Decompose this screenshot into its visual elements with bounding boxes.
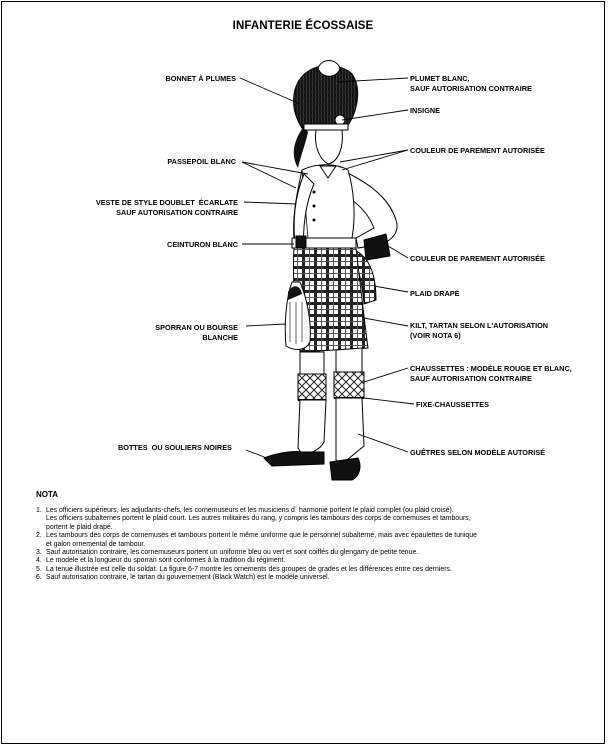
nota-list bbox=[36, 507, 576, 583]
right-spat bbox=[336, 398, 364, 464]
nota-item bbox=[36, 566, 576, 574]
nota-text: Sauf autorisation contraire, les cornemuseurs portent un uniforme bleu ou vert et sont coiffés du glengarry de petite tenue. bbox=[46, 549, 419, 557]
label-white-plume: PLUMET BLANC, SAUF AUTORISATION CONTRAIRE bbox=[410, 74, 532, 93]
nota-heading: NOTA bbox=[36, 490, 59, 499]
label-garter: FIXE-CHAUSSETTES bbox=[416, 400, 489, 409]
nota-num: 5. bbox=[36, 565, 42, 573]
nota-num: 4. bbox=[36, 557, 42, 565]
label-hose: CHAUSSETTES : MODÈLE ROUGE ET BLANC, SAUF AUTORISATION CONTRAIRE bbox=[410, 364, 572, 383]
page-title: INFANTERIE ÉCOSSAISE bbox=[232, 20, 374, 32]
nota-text: Le modèle et la longueur du sporran sont conformes à la tradition du régiment. bbox=[46, 557, 286, 565]
head bbox=[316, 130, 343, 164]
left-hose-top bbox=[298, 374, 326, 400]
nota-item bbox=[36, 574, 576, 582]
nota-item bbox=[36, 549, 576, 557]
left-shoe bbox=[264, 451, 324, 466]
label-badge: INSIGNE bbox=[410, 106, 441, 115]
label-spats: GUÊTRES SELON MODÈLE AUTORISÉ bbox=[410, 448, 546, 457]
nota-item bbox=[36, 532, 576, 549]
label-facing-colour-2: COULEUR DE PAREMENT AUTORISÉE bbox=[410, 254, 545, 263]
nota-text: Sauf autorisation contraire, le tartan du gouvernement (Black Watch) est le modèle universel. bbox=[46, 574, 330, 582]
label-white-piping: PASSEPOIL BLANC bbox=[167, 157, 236, 166]
label-boots: BOTTES OU SOULIERS NOIRES bbox=[118, 443, 232, 452]
nota-text: La tenue illustrée est celle du soldat. La figure 6-7 montre les ornements des groupes de grades et les différences entre ces derniers. bbox=[46, 565, 452, 573]
nota-num: 6. bbox=[36, 574, 42, 582]
nota-item bbox=[36, 507, 576, 532]
nota-num: 3. bbox=[36, 549, 42, 557]
nota-text: Les tambours des corps de cornemuses et tambours portent le même uniforme que le personnel subalterne, mais avec épaulettes de tunique et galon ornemental de tambour. bbox=[46, 532, 477, 548]
label-draped-plaid: PLAID DRAPÉ bbox=[410, 289, 460, 298]
nota-num: 1. bbox=[36, 507, 42, 514]
nota-num: 2. bbox=[36, 532, 42, 540]
label-sporran: SPORRAN OU BOURSE BLANCHE bbox=[155, 323, 238, 342]
right-hose-top bbox=[334, 372, 364, 398]
white-plume bbox=[318, 61, 340, 77]
figure-frame bbox=[1, 1, 605, 744]
right-shoe bbox=[330, 458, 360, 480]
label-doublet: VESTE DE STYLE DOUBLET ÉCARLATE SAUF AUTORISATION CONTRAIRE bbox=[95, 198, 238, 217]
label-feather-bonnet: BONNET À PLUMES bbox=[165, 74, 236, 83]
label-facing-colour-1: COULEUR DE PAREMENT AUTORISÉE bbox=[410, 146, 545, 155]
label-kilt: KILT, TARTAN SELON L'AUTORISATION (VOIR NOTA 6) bbox=[410, 321, 549, 340]
label-white-belt: CEINTURON BLANC bbox=[167, 240, 238, 249]
nota-item bbox=[36, 557, 576, 565]
left-spat bbox=[298, 400, 326, 454]
nota-text: Les officiers supérieurs, les adjudants-chefs, les cornemuseurs et les musiciens d´ harmonie portent le plaid complet (ou plaid croisé). Les officiers subalternes portent le plaid court. Les autres militaires du rang, y compris les tambours des corps de cornemuses et tambours, portent le plaid drapé. bbox=[46, 507, 471, 531]
